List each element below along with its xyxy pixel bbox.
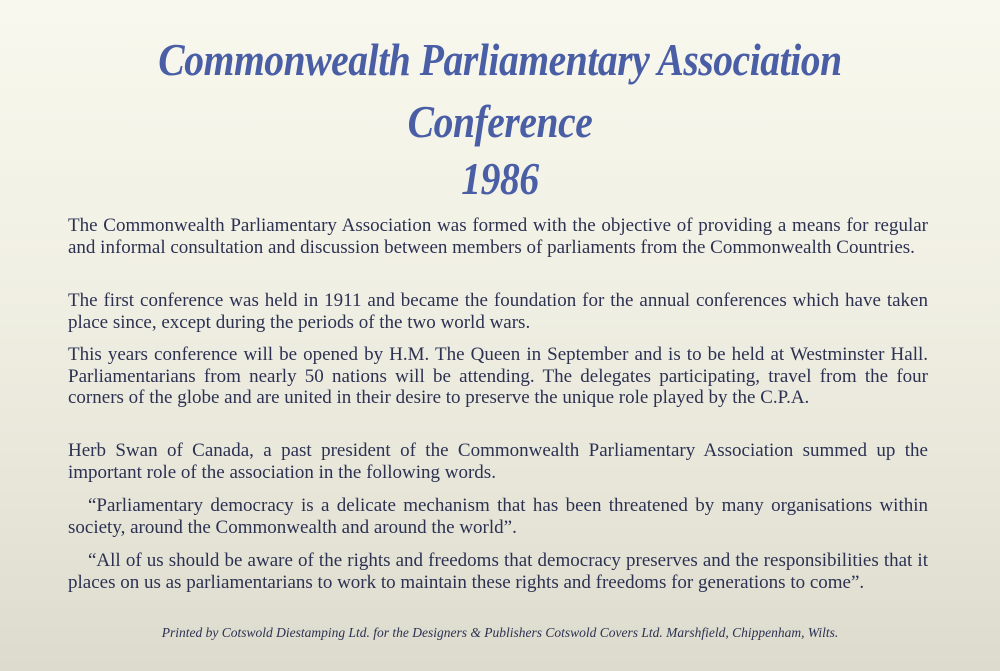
title-line-year: 1986 bbox=[461, 153, 539, 204]
quote-rights-and-freedoms: “All of us should be aware of the rights and freedoms that democracy preserves and the responsibilities that it places on us as parliamentarians to work to maintain these rights and freedoms for generations to come”. bbox=[68, 550, 928, 593]
paragraph-first-conference: The first conference was held in 1911 and became the foundation for the annual conferences which have taken place since, except during the periods of the two world wars. bbox=[68, 290, 928, 333]
paragraph-this-years-conference: This years conference will be opened by H.M. The Queen in September and is to be held at Westminster Hall. Parliamentarians from nearly 50 nations will be attending. The delegates participating, travel from the four corners of the globe and are united in their desire to preserve the unique role played by the C.P.A. bbox=[68, 344, 928, 408]
quote-parliamentary-democracy: “Parliamentary democracy is a delicate mechanism that has been threatened by many organisations within society, around the Commonwealth and around the world”. bbox=[68, 495, 928, 538]
paragraph-formation: The Commonwealth Parliamentary Association was formed with the objective of providing a means for regular and informal consultation and discussion between members of parliaments from the Commonwealth Countries. bbox=[68, 215, 928, 258]
title-line-conference: Conference bbox=[407, 96, 593, 147]
title-line-organisation: Commonwealth Parliamentary Association bbox=[158, 34, 842, 85]
paragraph-herb-swan: Herb Swan of Canada, a past president of the Commonwealth Parliamentary Association summed up the important role of the association in the following words. bbox=[68, 440, 928, 483]
printer-imprint: Printed by Cotswold Diestamping Ltd. for the Designers & Publishers Cotswold Covers Ltd. Marshfield, Chippenham, Wilts. bbox=[161, 625, 839, 640]
